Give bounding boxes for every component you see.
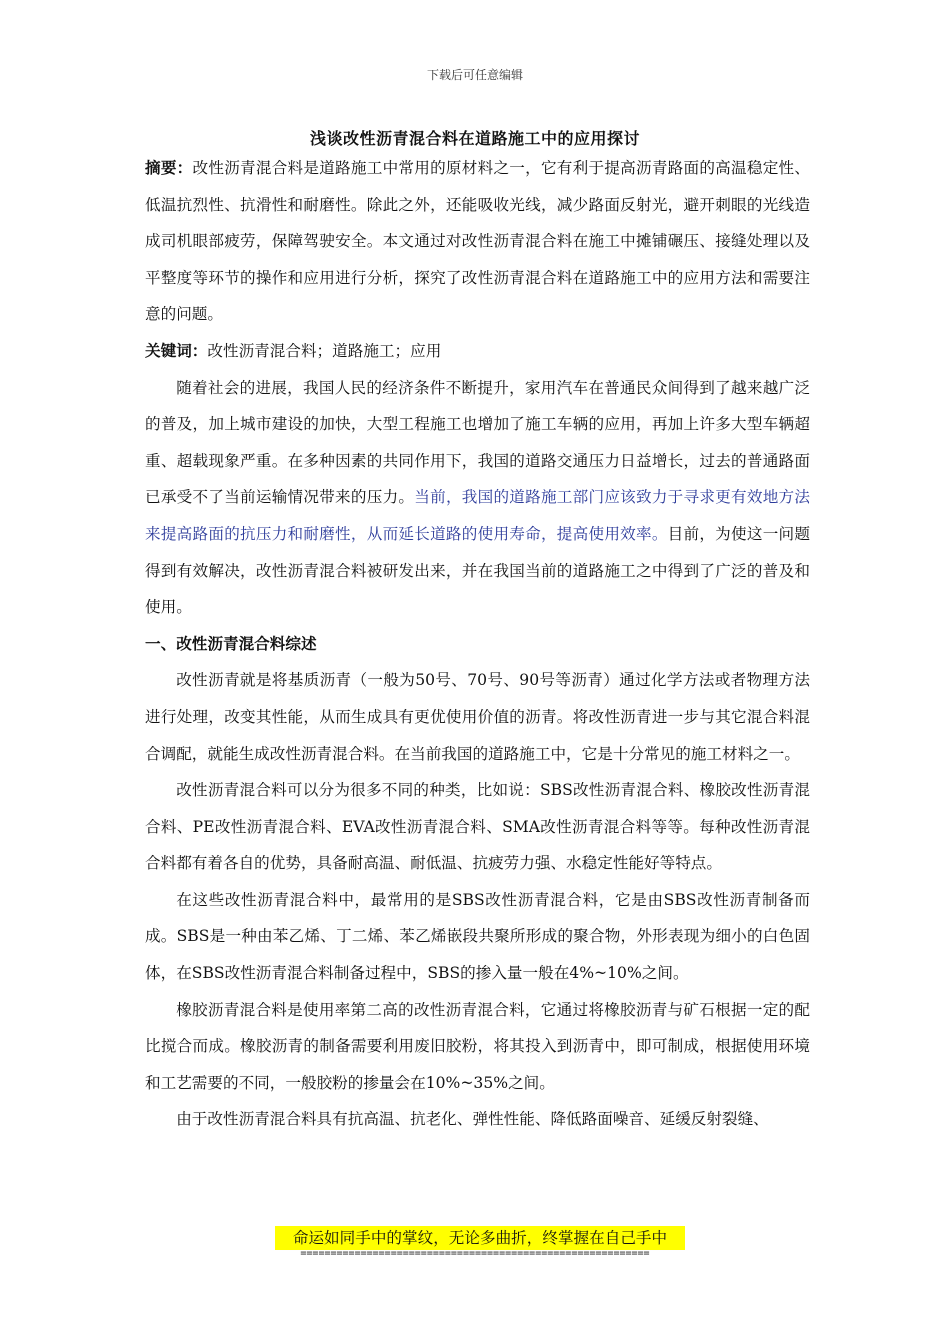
footer-rule: ========================================================== xyxy=(300,1248,650,1259)
section-paragraph: 在这些改性沥青混合料中，最常用的是SBS改性沥青混合料，它是由SBS改性沥青制备而成。SBS是一种由苯乙烯、丁二烯、苯乙烯嵌段共聚所形成的聚合物，外形表现为细小的白色固体，在SBS改性沥青混合料制备过程中，SBS的掺入量一般在4%~10%之间。 xyxy=(145,890,810,983)
intro-highlight: 当前，我国的道路施工部门应该致力于寻求更有效地方法来提高路面的抗压力和耐磨性，从而延长道路的使用寿命，提高使用效率。 xyxy=(145,488,810,543)
intro-part1: 随着社会的进展，我国人民的经济条件不断提升，家用汽车在普通民众间得到了越来越广泛的普及，加上城市建设的加快，大型工程施工也增加了施工车辆的应用，再加上许多大型车辆超重、超载现象严重。在多种因素的共同作用下，我国的道路交通压力日益增长，过去的普通路面已承受不了当前运输情况带来的压力。 xyxy=(145,378,810,507)
abstract-text: 改性沥青混合料是道路施工中常用的原材料之一，它有利于提高沥青路面的高温稳定性、低温抗烈性、抗滑性和耐磨性。除此之外，还能吸收光线，减少路面反射光，避开刺眼的光线造成司机眼部疲劳，保障驾驶安全。本文通过对改性沥青混合料在施工中摊铺碾压、接缝处理以及平整度等环节的操作和应用进行分析，探究了改性沥青混合料在道路施工中的应用方法和需要注意的问题。 xyxy=(145,159,810,324)
keywords-paragraph xyxy=(145,333,810,370)
abstract-label: 摘要： xyxy=(145,158,193,177)
section-paragraph: 改性沥青混合料可以分为很多不同的种类，比如说：SBS改性沥青混合料、橡胶改性沥青混合料、PE改性沥青混合料、EVA改性沥青混合料、SMA改性沥青混合料等等。每种改性沥青混合料都有着各自的优势，具备耐高温、耐低温、抗疲劳力强、水稳定性能好等特点。 xyxy=(145,781,810,873)
section-heading: 一、改性沥青混合料综述 xyxy=(145,633,317,653)
footer-banner: 命运如同手中的掌纹，无论多曲折，终掌握在自己手中 xyxy=(275,1226,685,1250)
document-body xyxy=(145,150,810,1138)
section-paragraph: 橡胶沥青混合料是使用率第二高的改性沥青混合料，它通过将橡胶沥青与矿石根据一定的配比搅合而成。橡胶沥青的制备需要利用废旧胶粉，将其投入到沥青中，即可制成，根据使用环境和工艺需要的不同，一般胶粉的掺量会在10%~35%之间。 xyxy=(145,1000,810,1092)
section-paragraph: 改性沥青就是将基质沥青（一般为50号、70号、90号等沥青）通过化学方法或者物理方法进行处理，改变其性能，从而生成具有更优使用价值的沥青。将改性沥青进一步与其它混合料混合调配，就能生成改性沥青混合料。在当前我国的道路施工中，它是十分常见的施工材料之一。 xyxy=(145,671,810,763)
abstract-paragraph xyxy=(145,150,810,333)
keywords-label: 关键词： xyxy=(145,340,208,360)
intro-paragraph xyxy=(145,370,810,626)
page-header-note: 下载后可任意编辑 xyxy=(426,68,523,82)
section-paragraph: 由于改性沥青混合料具有抗高温、抗老化、弹性性能、降低路面噪音、延缓反射裂缝、 xyxy=(176,1110,769,1129)
keywords-text: 改性沥青混合料；道路施工；应用 xyxy=(207,341,442,360)
document-title: 浅谈改性沥青混合料在道路施工中的应用探讨 xyxy=(309,129,640,148)
intro-part2: 目前，为使这一问题得到有效解决，改性沥青混合料被研发出来，并在我国当前的道路施工之中得到了广泛的普及和使用。 xyxy=(145,524,810,617)
